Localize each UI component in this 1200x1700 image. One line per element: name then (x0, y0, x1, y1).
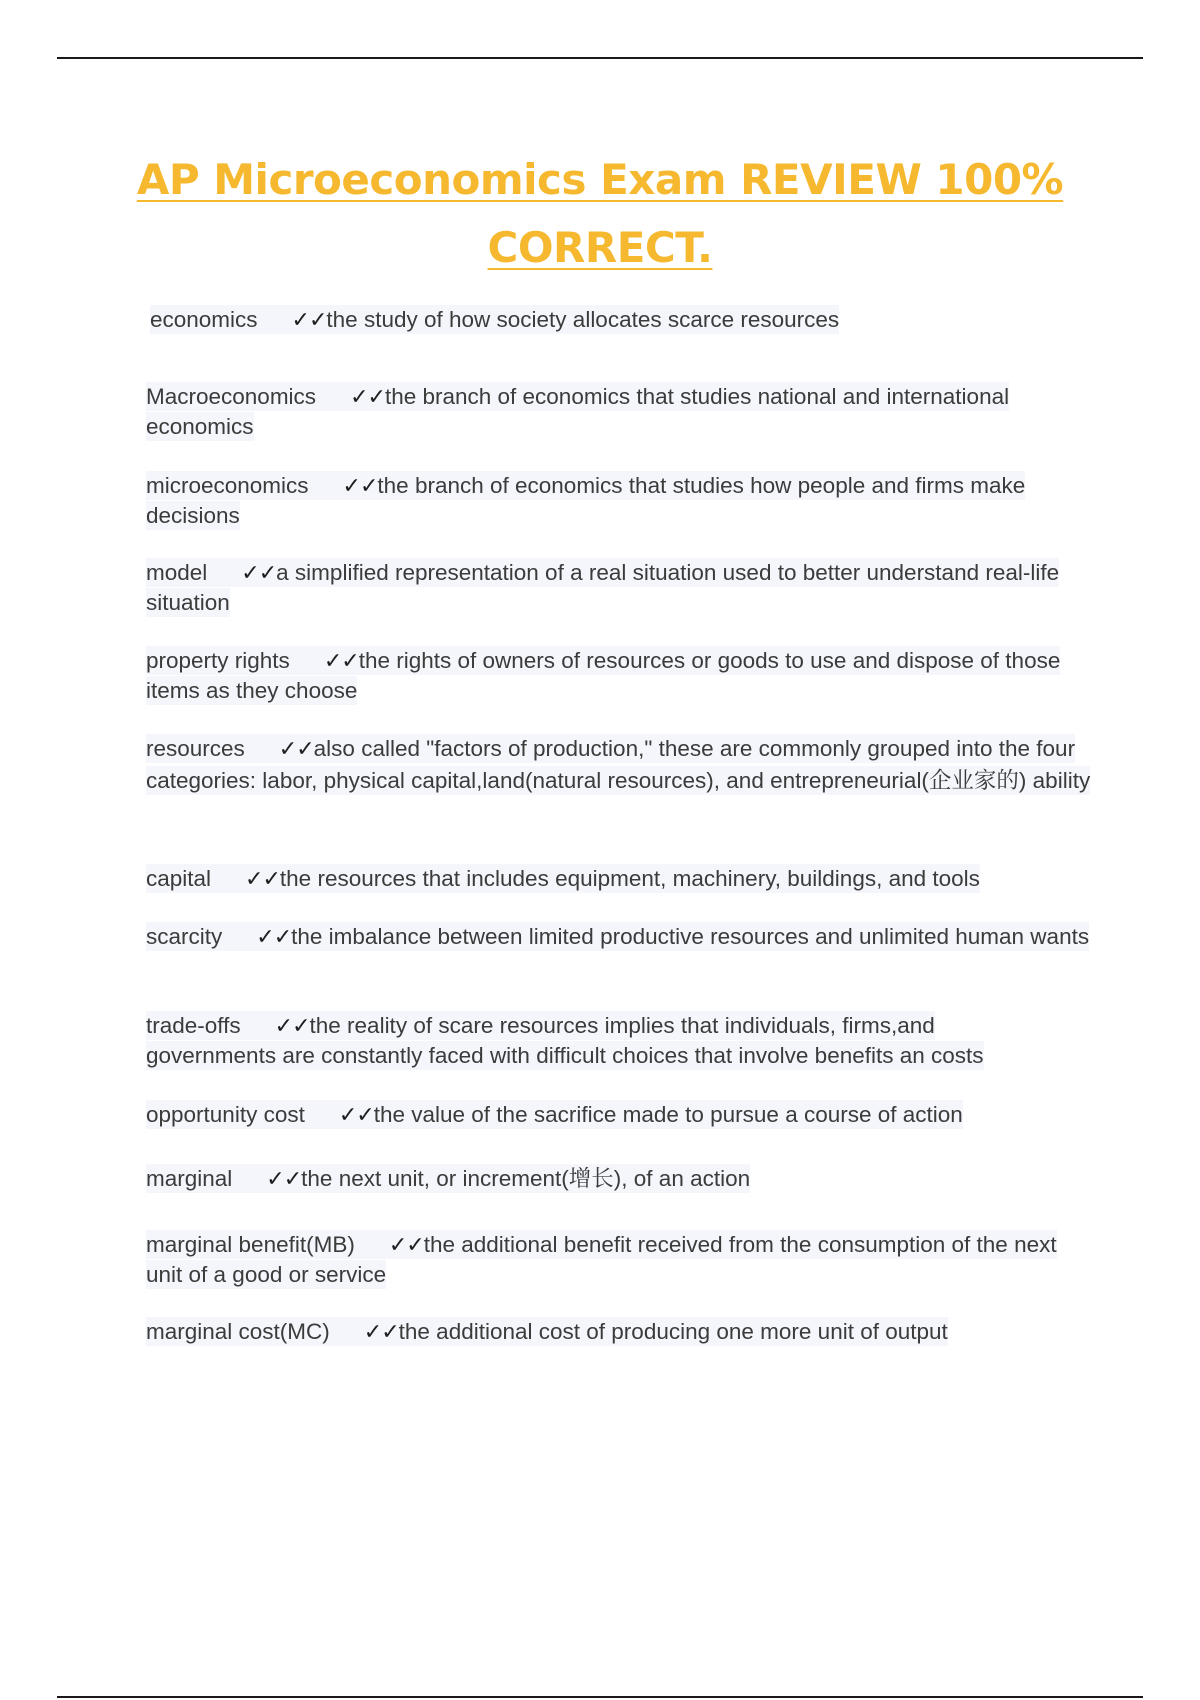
check-mark-icon: ✓✓ (256, 925, 292, 950)
glossary-entry (146, 864, 1106, 894)
glossary-entry (146, 646, 1076, 705)
entry-definition: the resources that includes equipment, machinery, buildings, and tools (279, 866, 980, 891)
entry-term: scarcity (146, 924, 223, 949)
check-mark-icon: ✓✓ (338, 1103, 374, 1128)
check-mark-icon: ✓✓ (266, 1167, 302, 1192)
check-mark-icon: ✓✓ (245, 867, 280, 892)
entry-term: microeconomics (146, 473, 309, 498)
entry-term: capital (146, 866, 212, 891)
glossary-entry (146, 922, 1096, 952)
check-mark-icon: ✓✓ (350, 385, 385, 410)
glossary-entry (146, 1100, 1066, 1130)
glossary-entry (146, 1317, 1106, 1347)
entry-term: trade-offs (146, 1013, 241, 1038)
entry-definition: the reality of scare resources implies that individuals, firms,and governments are constantly faced with difficult choices that involve benefits an costs (146, 1013, 984, 1068)
entry-term: opportunity cost (146, 1102, 305, 1127)
header-rule (57, 57, 1143, 59)
entry-definition: the branch of economics that studies how people and firms make decisions (146, 473, 1026, 528)
glossary-entry (150, 305, 910, 335)
entry-term: resources (146, 736, 245, 761)
glossary-entry (146, 733, 1096, 796)
check-mark-icon: ✓✓ (342, 474, 378, 499)
entry-definition: the rights of owners of resources or goods to use and dispose of those items as they choose (146, 648, 1061, 703)
glossary-entry (146, 382, 1086, 441)
check-mark-icon: ✓✓ (363, 1320, 399, 1345)
entry-definition: the branch of economics that studies national and international economics (146, 384, 1010, 439)
check-mark-icon: ✓✓ (323, 649, 359, 674)
entry-term: Macroeconomics (146, 384, 317, 409)
entry-term: economics (150, 307, 258, 332)
check-mark-icon: ✓✓ (278, 737, 314, 762)
entry-definition: also called "factors of production," these are commonly grouped into the four categories: labor, physical capital,land(natural resources), and entrepreneurial(企业家的) ability (146, 736, 1091, 793)
entry-definition: the next unit, or increment(增长), of an action (301, 1166, 751, 1191)
entry-term: marginal benefit(MB) (146, 1232, 355, 1257)
check-mark-icon: ✓✓ (388, 1233, 424, 1258)
check-mark-icon: ✓✓ (241, 561, 277, 586)
check-mark-icon: ✓✓ (291, 308, 327, 333)
entry-term: property rights (146, 648, 290, 673)
document-title: AP Microeconomics Exam REVIEW 100% CORRECT. (136, 155, 1064, 272)
check-mark-icon: ✓✓ (274, 1014, 310, 1039)
entry-definition: the imbalance between limited productive resources and unlimited human wants (291, 924, 1090, 949)
entry-definition: the study of how society allocates scarce resources (326, 307, 840, 332)
glossary-entry (146, 1011, 1066, 1070)
entry-definition: the additional cost of producing one more unit of output (398, 1319, 948, 1344)
glossary-entry (146, 1164, 1066, 1194)
glossary-entry (146, 558, 1066, 617)
entry-term: marginal (146, 1166, 233, 1191)
entry-definition: the value of the sacrifice made to pursue a course of action (373, 1102, 963, 1127)
glossary-entry (146, 471, 1046, 530)
entry-definition: the additional benefit received from the consumption of the next unit of a good or service (146, 1232, 1057, 1287)
entry-definition: a simplified representation of a real situation used to better understand real-life situation (146, 560, 1060, 615)
entry-term: marginal cost(MC) (146, 1319, 330, 1344)
entry-term: model (146, 560, 208, 585)
glossary-entry (146, 1230, 1086, 1289)
footer-rule (57, 1696, 1143, 1698)
title-block (100, 146, 1100, 282)
